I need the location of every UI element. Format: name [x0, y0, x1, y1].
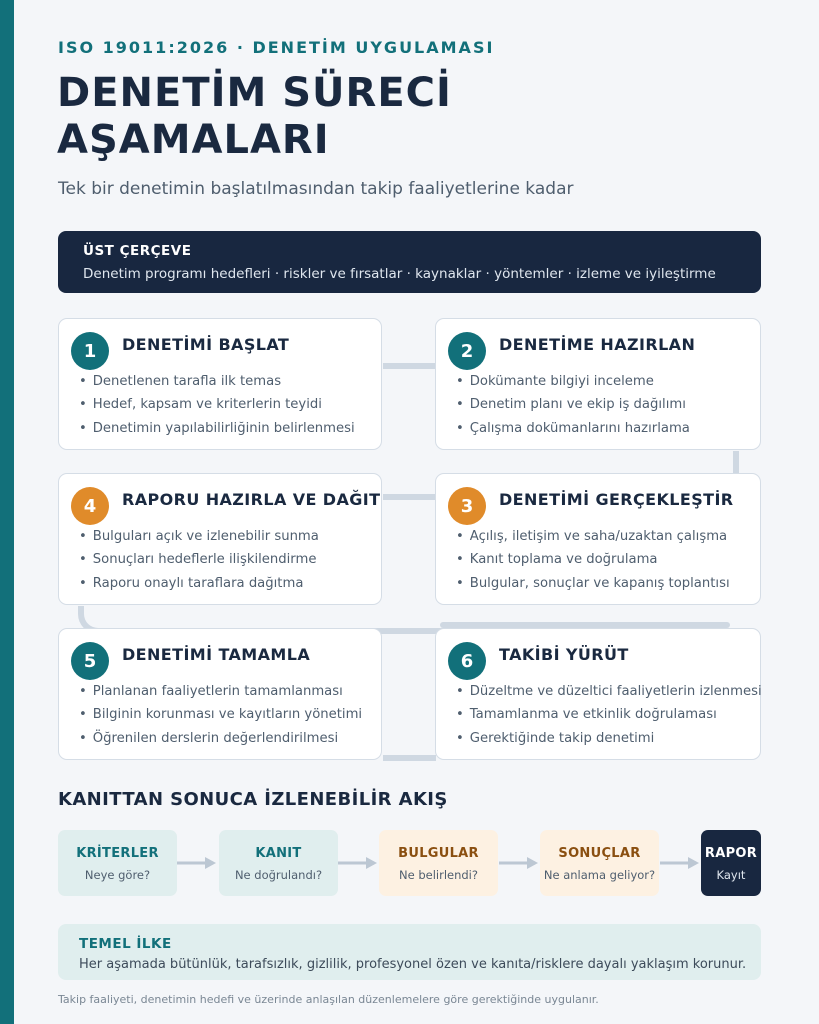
page-subtitle: Tek bir denetimin başlatılmasından takip faaliyetlerine kadar [58, 179, 574, 199]
stage-number-badge: 1 [71, 332, 109, 370]
stage-title: DENETİME HAZIRLAN [499, 335, 696, 354]
flow-step-question: Neye göre? [84, 868, 151, 882]
list-item: • Bulguları açık ve izlenebilir sunma [79, 525, 319, 548]
arrow-right-icon [177, 856, 217, 870]
connector-1-2 [383, 363, 436, 369]
list-item: • Düzeltme ve düzeltici faaliyetlerin izlenmesi [456, 680, 762, 703]
flow-step-evidence [219, 830, 338, 896]
flow-step-label: BULGULAR [398, 846, 479, 861]
flow-step-question: Kayıt [716, 868, 746, 882]
stage-card-2 [435, 318, 761, 450]
principle-text: Her aşamada bütünlük, tarafsızlık, gizlilik, profesyonel özen ve kanıta/risklere dayalı yaklaşım korunur. [79, 957, 747, 972]
framework-text: Denetim programı hedefleri · riskler ve fırsatlar · kaynaklar · yöntemler · izleme ve iyileştirme [83, 266, 716, 282]
stage-title: DENETİMİ BAŞLAT [122, 335, 290, 354]
stage-item-list [79, 525, 319, 595]
footnote: Takip faaliyeti, denetimin hedefi ve üzerinde anlaşılan düzenlemelere göre gerektiğinde uygulanır. [58, 993, 599, 1006]
stage-card-1 [58, 318, 382, 450]
stage-card-5 [58, 628, 382, 760]
connector-2-3 [733, 451, 739, 474]
principle-title: TEMEL İLKE [79, 936, 172, 952]
list-item: • Planlanan faaliyetlerin tamamlanması [79, 680, 362, 703]
flow-step-conclusions [540, 830, 659, 896]
stage-item-list [79, 370, 355, 440]
connector-5-6 [383, 755, 436, 761]
connector-3-4 [383, 494, 436, 500]
stage-card-4 [58, 473, 382, 605]
list-item: • Sonuçları hedeflerle ilişkilendirme [79, 548, 319, 571]
framework-title: ÜST ÇERÇEVE [83, 243, 192, 259]
flow-step-question: Ne doğrulandı? [234, 868, 323, 882]
list-item: • Kanıt toplama ve doğrulama [456, 548, 730, 571]
stage-item-list [456, 370, 690, 440]
flow-step-label: KANIT [255, 846, 302, 861]
list-item: • Çalışma dokümanlarını hazırlama [456, 417, 690, 440]
list-item: • Denetim planı ve ekip iş dağılımı [456, 393, 690, 416]
arrow-right-icon [660, 856, 700, 870]
list-item: • Bilginin korunması ve kayıtların yönetimi [79, 703, 362, 726]
list-item: • Açılış, iletişim ve saha/uzaktan çalışma [456, 525, 730, 548]
stage-number-badge: 2 [448, 332, 486, 370]
list-item: • Öğrenilen derslerin değerlendirilmesi [79, 727, 362, 750]
page-title-line-2: AŞAMALARI [57, 117, 330, 163]
stage-item-list [79, 680, 362, 750]
stage-title: DENETİMİ GERÇEKLEŞTİR [499, 490, 734, 509]
list-item: • Bulgular, sonuçlar ve kapanış toplantısı [456, 572, 730, 595]
list-item: • Denetimin yapılabilirliğinin belirlenmesi [79, 417, 355, 440]
stage-number-badge: 6 [448, 642, 486, 680]
stage-title: RAPORU HAZIRLA VE DAĞIT [122, 490, 381, 509]
stage-number-badge: 5 [71, 642, 109, 680]
stage-card-6 [435, 628, 761, 760]
framework-banner [58, 231, 761, 293]
list-item: • Denetlenen tarafla ilk temas [79, 370, 355, 393]
list-item: • Tamamlanma ve etkinlik doğrulaması [456, 703, 762, 726]
stage-title: TAKİBİ YÜRÜT [499, 645, 629, 664]
flow-step-label: KRİTERLER [76, 846, 159, 861]
page-title [57, 70, 452, 164]
arrow-right-icon [338, 856, 378, 870]
flow-section-title: KANITTAN SONUCA İZLENEBİLİR AKIŞ [58, 789, 448, 810]
arrow-right-icon [499, 856, 539, 870]
page-title-line-1: DENETİM SÜRECİ [57, 70, 452, 116]
flow-step-question: Ne anlama geliyor? [543, 868, 656, 882]
flow-step-findings [379, 830, 498, 896]
stage-number-badge: 4 [71, 487, 109, 525]
flow-step-report [701, 830, 761, 896]
stage-item-list [456, 525, 730, 595]
list-item: • Hedef, kapsam ve kriterlerin teyidi [79, 393, 355, 416]
list-item: • Raporu onaylı taraflara dağıtma [79, 572, 319, 595]
list-item: • Dokümante bilgiyi inceleme [456, 370, 690, 393]
flow-step-label: RAPOR [704, 846, 758, 861]
flow-step-question: Ne belirlendi? [399, 868, 478, 882]
accent-side-bar [0, 0, 14, 1024]
stage-number-badge: 3 [448, 487, 486, 525]
flow-step-label: SONUÇLAR [558, 846, 641, 861]
stage-card-3 [435, 473, 761, 605]
stage-title: DENETİMİ TAMAMLA [122, 645, 311, 664]
flow-step-criteria [58, 830, 177, 896]
kicker: ISO 19011:2026 · DENETİM UYGULAMASI [58, 38, 495, 57]
list-item: • Gerektiğinde takip denetimi [456, 727, 762, 750]
principle-box [58, 924, 761, 980]
stage-item-list [456, 680, 762, 750]
